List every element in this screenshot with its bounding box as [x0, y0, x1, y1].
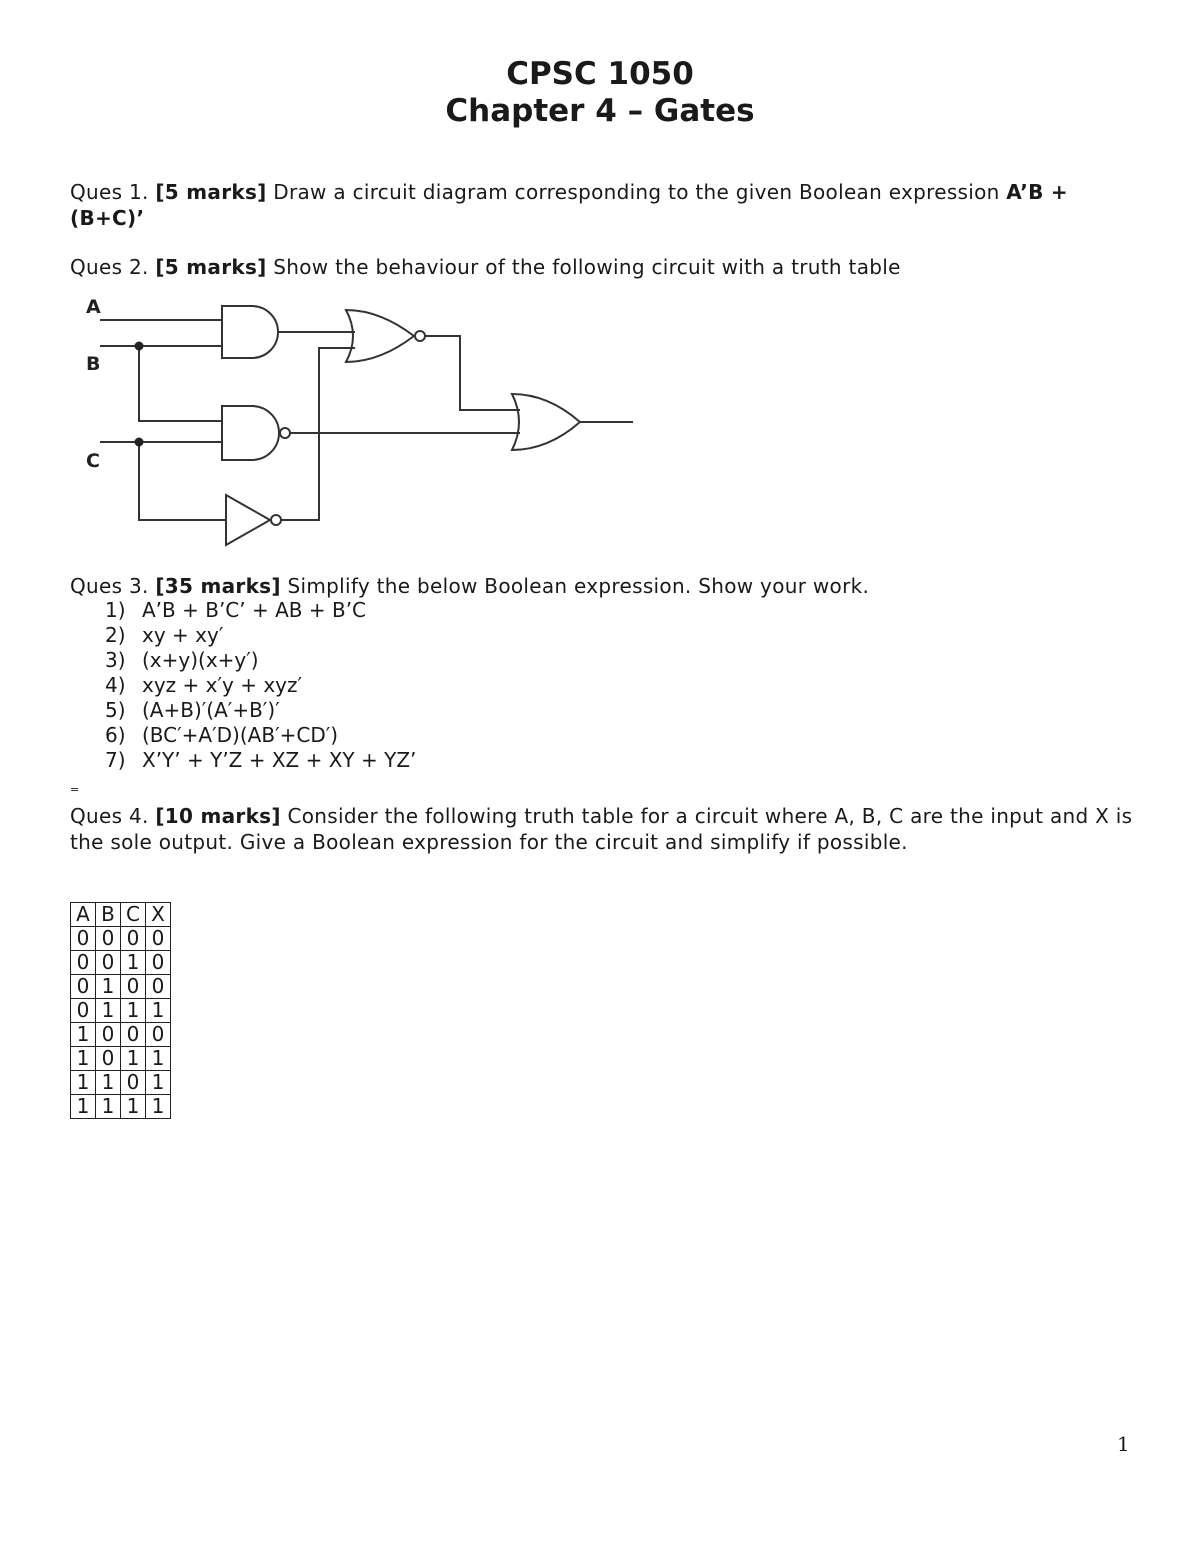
question-4 — [70, 803, 1140, 855]
question-1-label: Ques 1. — [70, 180, 156, 204]
nand-gate — [222, 406, 279, 460]
question-1-text: Draw a circuit diagram corresponding to the given Boolean expression — [266, 180, 1007, 204]
table-header-row: A B C X — [71, 903, 171, 927]
list-item: 5) (A+B)′(A′+B′)′ — [105, 698, 280, 722]
list-item: 6) (BC′+A′D)(AB′+CD′) — [105, 723, 339, 747]
question-4-marks: [10 marks] — [155, 804, 281, 828]
and-gate — [222, 306, 278, 358]
course-title: CPSC 1050 — [506, 56, 694, 92]
table-row: 1 1 0 1 — [71, 1071, 171, 1095]
list-item: 2) xy + xy′ — [105, 623, 224, 647]
page-number: 1 — [1117, 1432, 1130, 1456]
list-item: 7) X’Y’ + Y’Z + XZ + XY + YZ’ — [105, 748, 417, 772]
junction-c — [135, 438, 144, 447]
nand-bubble — [280, 428, 290, 438]
logic-circuit-diagram — [80, 290, 640, 550]
nor-bubble — [415, 331, 425, 341]
table-row: 1 1 1 1 — [71, 1095, 171, 1119]
list-item: 3) (x+y)(x+y′) — [105, 648, 259, 672]
question-4-text: Consider the following truth table for a circuit where A, B, C are the input and X is the sole output. Give a Boolean expression for the circuit and simplify if possible. — [70, 804, 1133, 854]
table-row: 0 0 1 0 — [71, 951, 171, 975]
input-c-label: C — [86, 450, 100, 472]
input-b-label: B — [86, 353, 101, 375]
junction-b — [135, 342, 144, 351]
table-row: 1 0 1 1 — [71, 1047, 171, 1071]
question-2-text: Show the behaviour of the following circuit with a truth table — [266, 255, 901, 279]
wire-b-branch — [139, 346, 222, 421]
not-bubble — [271, 515, 281, 525]
question-3 — [70, 573, 1140, 599]
question-2-marks: [5 marks] — [155, 255, 267, 279]
table-row: 0 1 1 1 — [71, 999, 171, 1023]
stray-mark: = — [70, 783, 80, 796]
question-3-marks: [35 marks] — [155, 574, 281, 598]
list-item: 4) xyz + x′y + xyz′ — [105, 673, 303, 697]
question-2 — [70, 254, 1140, 280]
table-row: 1 0 0 0 — [71, 1023, 171, 1047]
wire-c-branch — [139, 442, 226, 520]
question-1-marks: [5 marks] — [155, 180, 267, 204]
input-a-label: A — [86, 296, 101, 318]
question-3-label: Ques 3. — [70, 574, 156, 598]
question-4-label: Ques 4. — [70, 804, 156, 828]
nor-gate — [346, 310, 414, 362]
chapter-title: Chapter 4 – Gates — [445, 93, 755, 129]
list-item: 1) A’B + B’C’ + AB + B’C — [105, 598, 367, 622]
question-2-label: Ques 2. — [70, 255, 156, 279]
table-row: 0 1 0 0 — [71, 975, 171, 999]
truth-table — [70, 902, 171, 1119]
question-3-text: Simplify the below Boolean expression. Show your work. — [280, 574, 870, 598]
table-row: 0 0 0 0 — [71, 927, 171, 951]
or-gate — [512, 394, 580, 450]
simplify-list — [105, 598, 416, 773]
wire-nor-out — [425, 336, 520, 410]
question-1-expression: A’B + (B+C)’ — [70, 180, 1068, 230]
question-1 — [70, 179, 1140, 231]
not-gate — [226, 495, 270, 545]
